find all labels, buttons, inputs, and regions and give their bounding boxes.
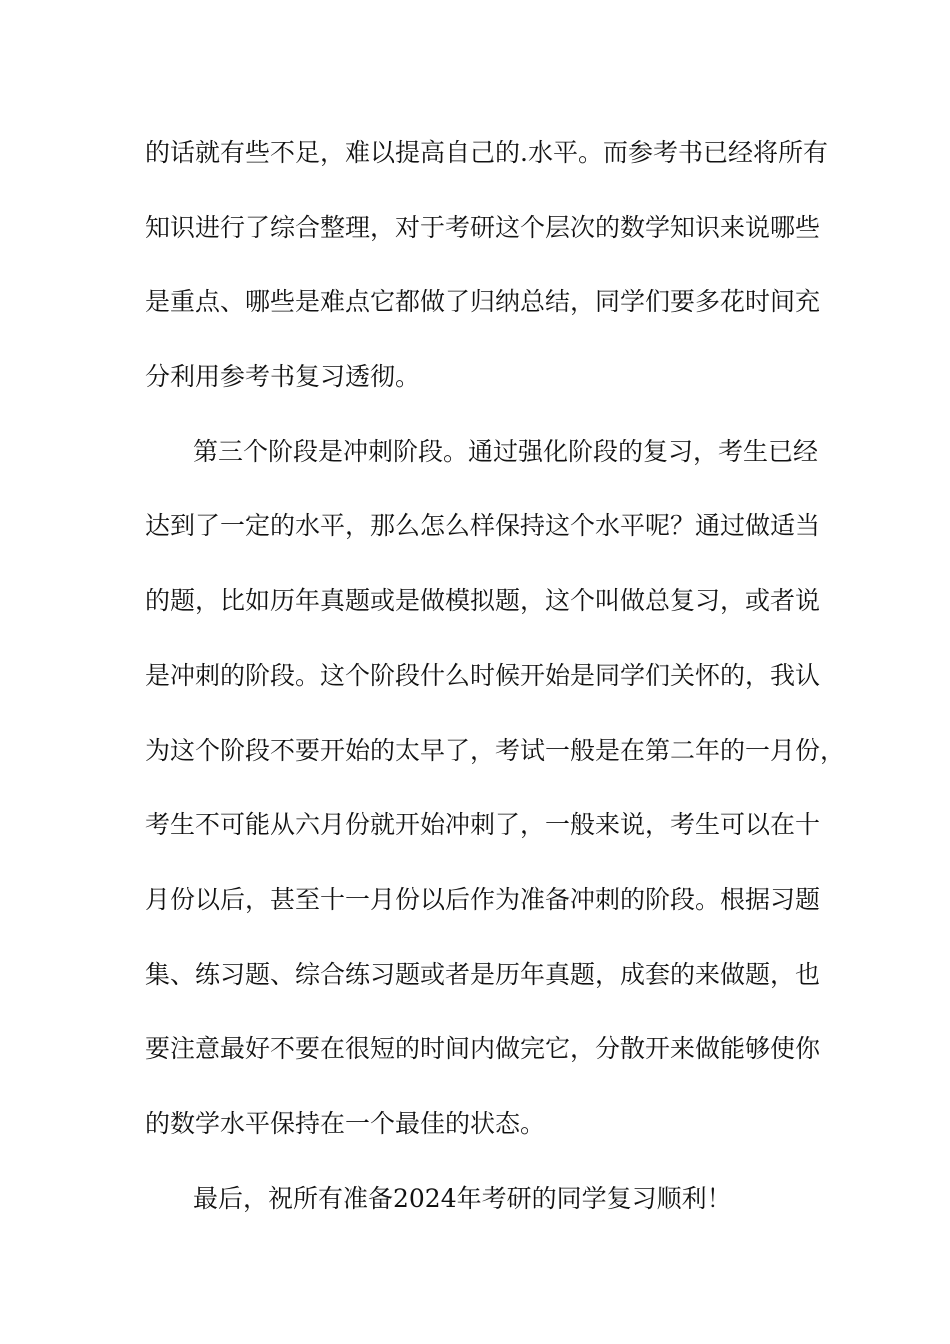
- text-line: 的数学水平保持在一个最佳的状态。: [145, 1108, 546, 1138]
- text-line: 集、练习题、综合练习题或者是历年真题，成套的来做题，也: [145, 959, 821, 989]
- text-line: 达到了一定的水平，那么怎么样保持这个水平呢？通过做适当: [145, 511, 821, 541]
- text-line: 月份以后，甚至十一月份以后作为准备冲刺的阶段。根据习题: [145, 884, 821, 914]
- closing-line: 最后，祝所有准备2024年考研的同学复习顺利！: [193, 1183, 732, 1213]
- text-line: 是冲刺的阶段。这个阶段什么时候开始是同学们关怀的，我认: [145, 660, 821, 690]
- text-line: 要注意最好不要在很短的时间内做完它，分散开来做能够使你: [145, 1034, 821, 1064]
- text-line: 是重点、哪些是难点它都做了归纳总结，同学们要多花时间充: [145, 287, 821, 317]
- text-line: 知识进行了综合整理，对于考研这个层次的数学知识来说哪些: [145, 212, 821, 242]
- text-line: 分利用参考书复习透彻。: [145, 362, 421, 392]
- body-text: [145, 133, 846, 1253]
- text-line: 的话就有些不足，难以提高自己的.水平。而参考书已经将所有: [145, 138, 828, 167]
- text-line: 考生不可能从六月份就开始冲刺了，一般来说，考生可以在十: [145, 810, 821, 840]
- paragraph-first-line: 第三个阶段是冲刺阶段。通过强化阶段的复习，考生已经: [193, 436, 819, 466]
- text-line: 为这个阶段不要开始的太早了，考试一般是在第二年的一月份，: [145, 735, 846, 765]
- text-line: 的题，比如历年真题或是做模拟题，这个叫做总复习，或者说: [145, 586, 821, 616]
